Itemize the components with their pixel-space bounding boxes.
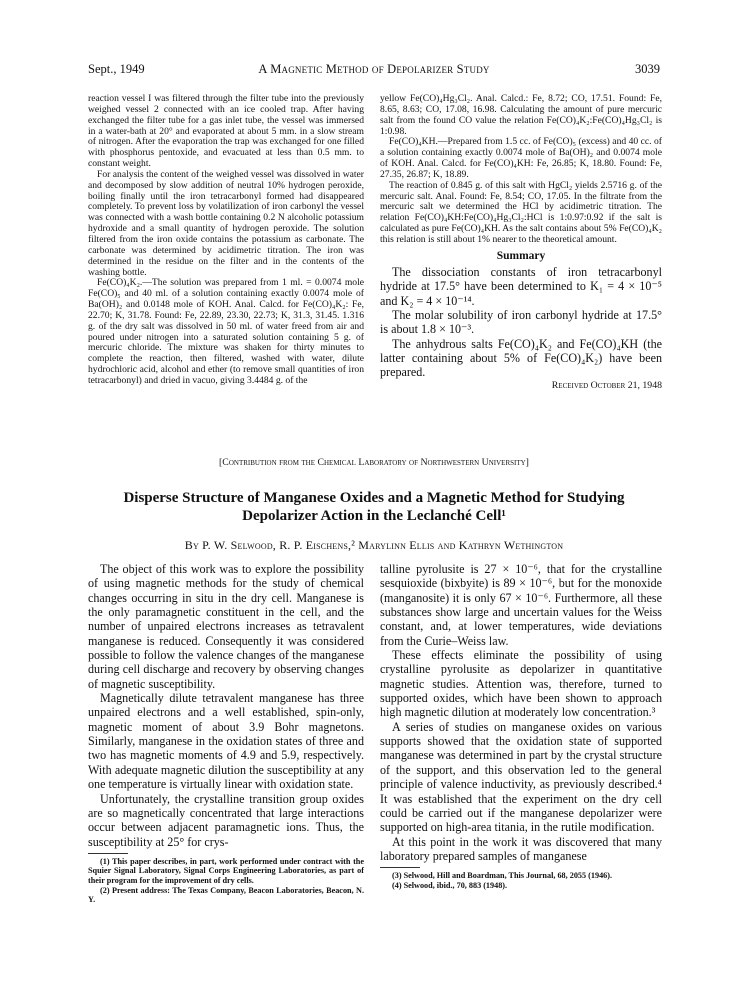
paragraph: talline pyrolusite is 27 × 10⁻⁶, that for the crystalline sesquioxide (bixbyite) is 89 × 10⁻⁶, but for the monoxide (manganosite) it is only 67 × 10⁻⁶. Furthermore, all these substances show large and uncertain values for the Weiss constant, and, at lower temperatures, wide deviations from the Curie–Weiss law. bbox=[380, 562, 662, 648]
footnote: (2) Present address: The Texas Company, Beacon Laboratories, Beacon, N. Y. bbox=[88, 885, 364, 905]
running-head bbox=[88, 62, 660, 76]
summary-heading: Summary bbox=[496, 249, 546, 262]
previous-article-right-column bbox=[380, 94, 662, 392]
footnote-divider bbox=[88, 853, 128, 854]
footnote: (4) Selwood, ibid., 70, 883 (1948). bbox=[392, 880, 508, 890]
footnote: (1) This paper describes, in part, work performed under contract with the Squier Signal Laboratory, Signal Corps Engineering Laboratories, as part of their program for the improvement of dry cells. bbox=[88, 856, 364, 886]
summary-body bbox=[380, 265, 662, 380]
paragraph: Unfortunately, the crystalline transition group oxides are so magnetically concentrated that large interactions occur between adjacent paramagnetic ions. Thus, the susceptibility at 25° for crys- bbox=[88, 791, 364, 849]
paragraph: Magnetically dilute tetravalent manganese has three unpaired electrons and a well established, spin-only, magnetic moment of about 3.9 Bohr magnetons. Similarly, manganese in the oxidation states of three and two has magnetic moments of 4.9 and 5.9, respectively. With adequate magnetic dilution the susceptibility at any one temperature is virtually linear with oxidation state. bbox=[88, 691, 364, 792]
article-right-column bbox=[380, 562, 662, 890]
paragraph: The object of this work was to explore the possibility of using magnetic methods for the study of chemical changes occurring in situ in the dry cell. Manganese is the only paramagnetic constituent in the cell, and the number of unpaired electrons increases as tetravalent manganese is reduced. Consequently it was considered possible to follow the valence changes of the manganese during cell discharge and recovery by observing changes of magnetic susceptibility. bbox=[88, 562, 364, 691]
received-date: Received October 21, 1948 bbox=[551, 379, 662, 391]
paragraph: Fe(CO)₄KH.—Prepared from 1.5 cc. of Fe(CO)₅ (excess) and 40 cc. of a solution containing exactly 0.0074 mole of Ba(OH)₂ and 0.0074 mole of KOH. Anal. Calcd. for Fe(CO)₄KH: Fe, 26.85; K, 18.80. Found: Fe, 27.35, 26.87; K, 18.89. bbox=[380, 136, 662, 180]
article-title-line: Depolarizer Action in the Leclanché Cell¹ bbox=[242, 508, 506, 524]
summary-paragraph: The molar solubility of iron carbonyl hydride at 17.5° is about 1.8 × 10⁻³. bbox=[380, 307, 662, 337]
paragraph: Fe(CO)₄K₂.—The solution was prepared from 1 ml. = 0.0074 mole Fe(CO)₅ and 40 ml. of a solution containing exactly 0.0074 mole of Ba(OH)₂ and 0.0148 mole of KOH. Anal. Calcd. for Fe(CO)₄K₂: Fe, 22.70; K, 31.78. Found: Fe, 22.89, 23.30, 22.73; K, 31.3, 31.45. 1.316 g. of the dry salt was dissolved in 50 ml. of water freed from air and poured under nitrogen into a saturated solution containing 5 g. of mercuric chloride. The mixture was shaken for thirty minutes to complete the reaction, then filtered, washed with water, dilute hydrochloric acid, alcohol and ether (to remove small quantities of iron tetracarbonyl) and dried in vacuo, giving 3.4484 g. of the bbox=[88, 277, 364, 386]
article-left-column bbox=[88, 562, 364, 905]
paragraph: For analysis the content of the weighed vessel was dissolved in water and decomposed by slow addition of neutral 10% hydrogen peroxide, boiling finally until the iron tetracarbonyl formed had disappeared completely. To prevent loss by volatilization of iron carbonyl the vessel was connected with a wash bottle containing 0.2 N alcoholic potassium hydroxide and a small quantity of hydrogen peroxide. The solution filtered from the iron oxide contains the potassium as carbonate. The carbonate was determined by acidimetric titration. The iron was determined in the residue on the filter and in the contents of the washing bottle. bbox=[88, 168, 364, 278]
article-title bbox=[88, 489, 660, 525]
previous-article-left-column bbox=[88, 94, 364, 387]
author-byline: By P. W. Selwood, R. P. Eischens,² Marylinn Ellis and Kathryn Wethington bbox=[184, 538, 564, 552]
footnote: (3) Selwood, Hill and Boardman, This Journal, 68, 2055 (1946). bbox=[392, 871, 613, 881]
paragraph: A series of studies on manganese oxides on various supports showed that the oxidation state of supported manganese was determined in part by the crystal structure of the support, and this observation led to the general principle of valence inductivity, as previously described.⁴ It was established that the experiment on the dry cell could be carried out if the manganese depolarizer were supported on high-area titania, in the rutile modification. bbox=[380, 719, 662, 835]
paragraph: yellow Fe(CO)₄Hg₃Cl₂. Anal. Calcd.: Fe, 8.72; CO, 17.51. Found: Fe, 8.65, 8.63; CO, 17.08, 16.98. Calculating the amount of pure mercuric salt from the found CO value the relation Fe(CO)₄K₂:Fe(CO)₄Hg₃Cl₂ is 1:0.98. bbox=[380, 93, 662, 137]
article-title-line: Disperse Structure of Manganese Oxides and a Magnetic Method for Studying bbox=[123, 490, 625, 506]
running-title: A Magnetic Method of Depolarizer Study bbox=[258, 62, 490, 76]
summary-paragraph: The anhydrous salts Fe(CO)₄K₂ and Fe(CO)₄KH (the latter containing about 5% of Fe(CO)₄K₂) have been prepared. bbox=[380, 336, 662, 380]
paragraph: The reaction of 0.845 g. of this salt with HgCl₂ yields 2.5716 g. of the mercuric salt. Anal. Found: Fe, 8.54; CO, 17.05. In the filtrate from the mercuric salt we determined the HCl by acidimetric titration. The relation Fe(CO)₄KH:Fe(CO)₄Hg₃Cl₂:HCl is 1:0.97:0.92 if the salt is calculated as pure Fe(CO)₄KH. As the salt contains about 5% Fe(CO)₄K₂ this relation is still about 1% nearer to the theoretical amount. bbox=[380, 179, 662, 245]
paragraph: These effects eliminate the possibility of using crystalline pyrolusite as depolarizer in quantitative magnetic studies. Attention was, therefore, turned to supported oxides, which have been shown to approach high magnetic dilution at moderately low concentration.³ bbox=[380, 648, 662, 720]
contribution-line: [Contribution from the Chemical Laboratory of Northwestern University] bbox=[219, 457, 529, 468]
page-number: 3039 bbox=[635, 62, 660, 76]
summary-paragraph: The dissociation constants of iron tetracarbonyl hydride at 17.5° have been determined to K₁ = 4 × 10⁻⁵ and K₂ = 4 × 10⁻¹⁴. bbox=[380, 264, 662, 308]
paragraph: reaction vessel I was filtered through the filter tube into the previously weighed vessel 2 connected with an ice cooled trap. After having exchanged the filter tube for a gas inlet tube, the vessel was immersed in a water-bath at 20° and evaporated at about 5 mm. in a slow stream of nitrogen. After the evaporation the trap was exchanged for one filled with phosphorus pentoxide, and evacuated at less than 0.5 mm. to constant weight. bbox=[88, 93, 364, 170]
issue-date: Sept., 1949 bbox=[88, 62, 145, 76]
paragraph: At this point in the work it was discovered that many laboratory prepared samples of manganese bbox=[380, 834, 662, 863]
footnote-divider bbox=[380, 867, 420, 868]
